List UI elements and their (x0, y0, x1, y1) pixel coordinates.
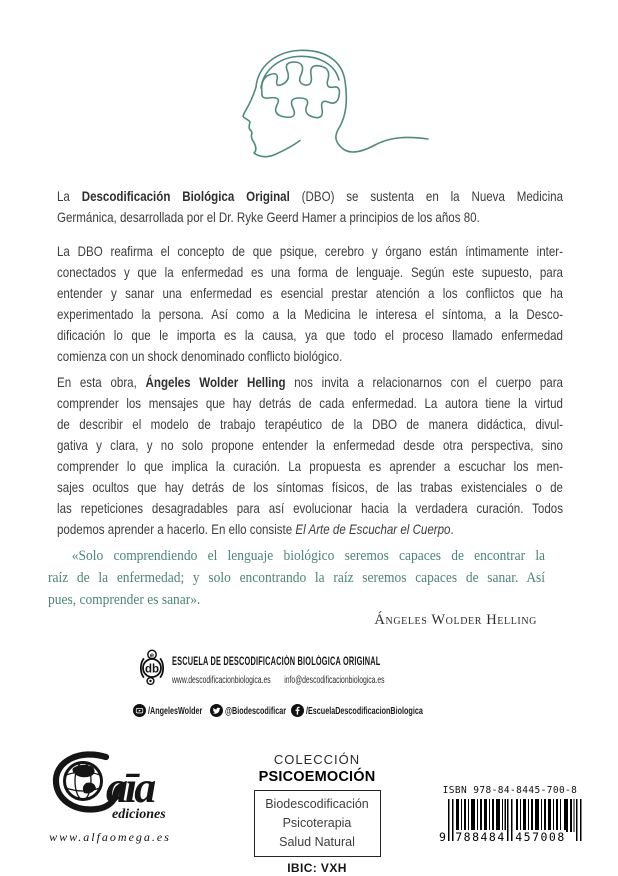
quote-attribution: Ángeles Wolder Helling (374, 612, 537, 628)
isbn-label: ISBN 978-84-8445-700-8 (442, 785, 578, 796)
quote-line: raíz de la enfermedad; y solo encontrando la raíz seremos capaces de sanar. Así (48, 570, 546, 586)
school-email: info@descodificacionbiologica.es (284, 675, 385, 686)
topic-item: Psicoterapia (282, 816, 352, 830)
collection-topics-box (254, 790, 381, 857)
bold-author-name: Ángeles Wolder Helling (145, 375, 286, 390)
school-contacts (172, 675, 385, 686)
ean-digit-group: 788484 (455, 830, 506, 844)
facebook-icon (291, 704, 304, 717)
brain-squiggle (262, 62, 340, 118)
social-media-row (133, 701, 422, 719)
collection-name: PSICOEMOCIÓN (258, 769, 376, 785)
text-line: gativa y clara, y no solo propone entender la enfermedad desde otra perspectiva, sino (57, 438, 563, 453)
edb-logo-e-text: e (149, 650, 155, 660)
text-line: dificación lo que le importa es la causa, ya que todo el proceso llamado enfermedad (57, 328, 563, 343)
paragraph-2 (57, 241, 563, 367)
ibic-code: IBIC: VXH (287, 861, 347, 875)
social-twitter (210, 701, 287, 719)
text-line: experimentado la persona. Así como a la Medicina le interesa el síntoma, a la Desco- (57, 307, 563, 322)
text-line: conectados y que la enfermedad es una forma de lenguaje. Según este supuesto, para (57, 265, 563, 280)
edb-logo-db-text: db (144, 663, 160, 676)
topic-item: Salud Natural (279, 835, 355, 849)
isbn-block (438, 785, 582, 843)
edb-school-logo (137, 646, 167, 688)
collection-block (247, 752, 387, 875)
text-line: Germánica, desarrollada por el Dr. Ryke Geerd Hamer a principios de los años 80. (57, 210, 480, 225)
facebook-handle: /EscuelaDescodificacionBiologica (306, 706, 423, 717)
paragraph-3 (57, 372, 563, 540)
youtube-handle: /AngelesWolder (148, 706, 203, 717)
text-line: La DBO reafirma el concepto de que psique, cerebro y órgano están íntimamente inter- (57, 244, 563, 259)
text-line: podemos aprender a hacerlo. En ello consiste El Arte de Escuchar el Cuerpo. (57, 522, 454, 537)
gaia-logo-subtext: ediciones (112, 807, 166, 822)
head-outline (256, 50, 428, 152)
collection-label: COLECCIÓN (273, 752, 361, 767)
youtube-icon (133, 704, 146, 717)
social-youtube (133, 701, 203, 719)
text-line: comprender los mensajes que hay detrás de cada enfermedad. La autora tiene la virtud (57, 396, 563, 411)
text-line: En esta obra, Ángeles Wolder Helling nos invita a relacionarnos con el cuerpo para (57, 375, 564, 390)
school-name: ESCUELA DE DESCODIFICACIÓN BIOLÓGICA ORIGINAL (172, 656, 381, 668)
synopsis-text (57, 186, 563, 552)
text-line: las repeticiones desagradables para así evolucionar hacia la verdadera curación. Todos (57, 501, 563, 516)
italic-book-title: El Arte de Escuchar el Cuerpo (295, 522, 451, 537)
twitter-handle: @Biodescodificar (225, 706, 287, 717)
social-facebook (291, 701, 422, 719)
edb-logo-dot (149, 680, 151, 682)
twitter-icon (210, 704, 223, 717)
gaia-logo-text: aīa (106, 763, 154, 812)
bold-title-descodificacion: Descodificación Biológica Original (81, 189, 290, 204)
text-line: La Descodificación Biológica Original (DBO) se sustenta en la Nueva Medicina (57, 189, 564, 204)
edb-school-text (172, 652, 572, 688)
quote-line: «Solo comprendiendo el lenguaje biológico seremos capaces de encontrar la (71, 548, 546, 564)
ean-barcode (438, 799, 582, 843)
paragraph-1 (57, 186, 563, 228)
school-website: www.descodificacionbiologica.es (172, 675, 271, 686)
text-line: comprender lo que implica la curación. La propuesta es aprender a escuchar los men- (57, 459, 563, 474)
author-quote (48, 545, 545, 611)
gaia-ediciones-logo (50, 750, 170, 826)
text-line: de describir el modelo de trabajo terapéutico de la DBO de manera didáctica, divul- (57, 417, 563, 432)
publisher-website: www.alfaomega.es (49, 830, 171, 844)
text-line: entender y sanar una enfermedad es esencial prestar atención a los conflictos que ha (57, 286, 563, 301)
quote-line: pues, comprender es sanar». (48, 592, 201, 608)
ean-digit-group: 9 (439, 830, 446, 844)
ean-digit-group: 457008 (515, 830, 566, 844)
text-line: comienza con un shock denominado conflicto biológico. (57, 349, 343, 364)
topic-item: Biodescodificación (265, 797, 369, 811)
text-line: sajes ocultos que hay detrás de los síntomas físicos, de las trabas existenciales o de (57, 480, 563, 495)
head-brain-line-art-illustration (238, 48, 433, 162)
